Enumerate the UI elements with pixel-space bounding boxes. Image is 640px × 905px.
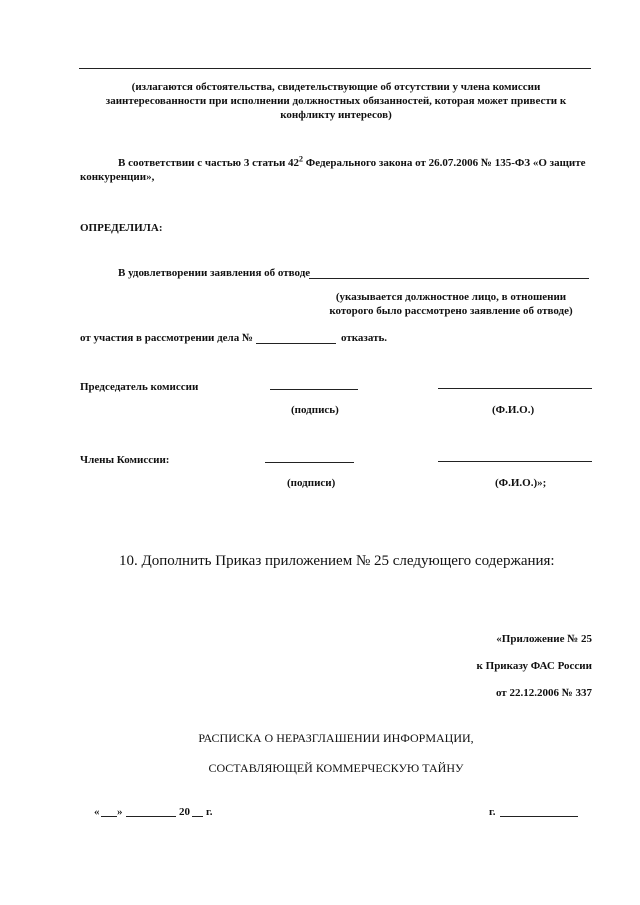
reference-sup: 2 xyxy=(299,154,304,164)
appendix-block xyxy=(380,626,592,707)
reference-text-2: Федерального закона от 26.07.2006 № 135-ФЗ «О защите xyxy=(303,157,586,169)
date-year-suffix: г. xyxy=(206,806,213,818)
case-prefix: от участия в рассмотрении дела № xyxy=(80,332,254,344)
top-note-line2: заинтересованности при исполнении должностных обязанностей, которая может привести к xyxy=(105,95,567,107)
amendment-heading: 10. Дополнить Приказ приложением № 25 следующего содержания: xyxy=(119,553,555,569)
members-name-line xyxy=(438,461,592,462)
receipt-title-line2: СОСТАВЛЯЮЩЕЙ КОММЕРЧЕСКУЮ ТАЙНУ xyxy=(208,761,464,775)
city-prefix: г. xyxy=(489,806,496,818)
appendix-line1: «Приложение № 25 xyxy=(496,633,592,645)
date-close-quote: » xyxy=(117,806,123,818)
date-day-blank xyxy=(101,816,117,817)
top-note-line1: (излагаются обстоятельства, свидетельствующие об отсутствии у члена комиссии xyxy=(131,81,541,93)
recusal-blank xyxy=(309,278,589,279)
appendix-line3: от 22.12.2006 № 337 xyxy=(495,687,592,699)
members-label: Члены Комиссии: xyxy=(80,454,170,466)
case-suffix: отказать. xyxy=(341,332,388,344)
recusal-text: В удовлетворении заявления об отводе xyxy=(118,267,311,279)
date-month-blank xyxy=(126,816,176,817)
recusal-note xyxy=(296,290,606,318)
appendix-line2: к Приказу ФАС России xyxy=(476,660,592,672)
chairman-sign-line xyxy=(270,389,358,390)
recusal-note-line2: которого было рассмотрено заявление об отводе) xyxy=(329,305,573,317)
top-note-line3: конфликту интересов) xyxy=(280,109,392,121)
case-number-blank xyxy=(256,343,336,344)
top-note xyxy=(80,80,592,122)
recusal-note-line1: (указывается должностное лицо, в отношении xyxy=(335,291,567,303)
date-year-blank xyxy=(192,816,203,817)
reference-paragraph xyxy=(80,156,600,184)
decided-heading: ОПРЕДЕЛИЛА: xyxy=(80,222,163,234)
city-blank xyxy=(500,816,578,817)
chairman-label: Председатель комиссии xyxy=(80,381,199,393)
receipt-title-line1: РАСПИСКА О НЕРАЗГЛАШЕНИИ ИНФОРМАЦИИ, xyxy=(198,731,474,745)
members-sign-line xyxy=(265,462,354,463)
date-open-quote: « xyxy=(94,806,100,818)
receipt-title xyxy=(80,723,592,783)
members-name-caption: (Ф.И.О.)»; xyxy=(495,477,547,489)
reference-line2: конкуренции», xyxy=(80,171,155,183)
reference-text-1: В соответствии с частью 3 статьи 42 xyxy=(118,157,300,169)
members-sign-caption: (подписи) xyxy=(287,477,336,489)
date-year-prefix: 20 xyxy=(179,806,190,818)
chairman-sign-caption: (подпись) xyxy=(291,404,339,416)
reference-line1 xyxy=(80,156,600,170)
chairman-name-line xyxy=(438,388,592,389)
top-rule xyxy=(79,68,591,69)
chairman-name-caption: (Ф.И.О.) xyxy=(492,404,535,416)
